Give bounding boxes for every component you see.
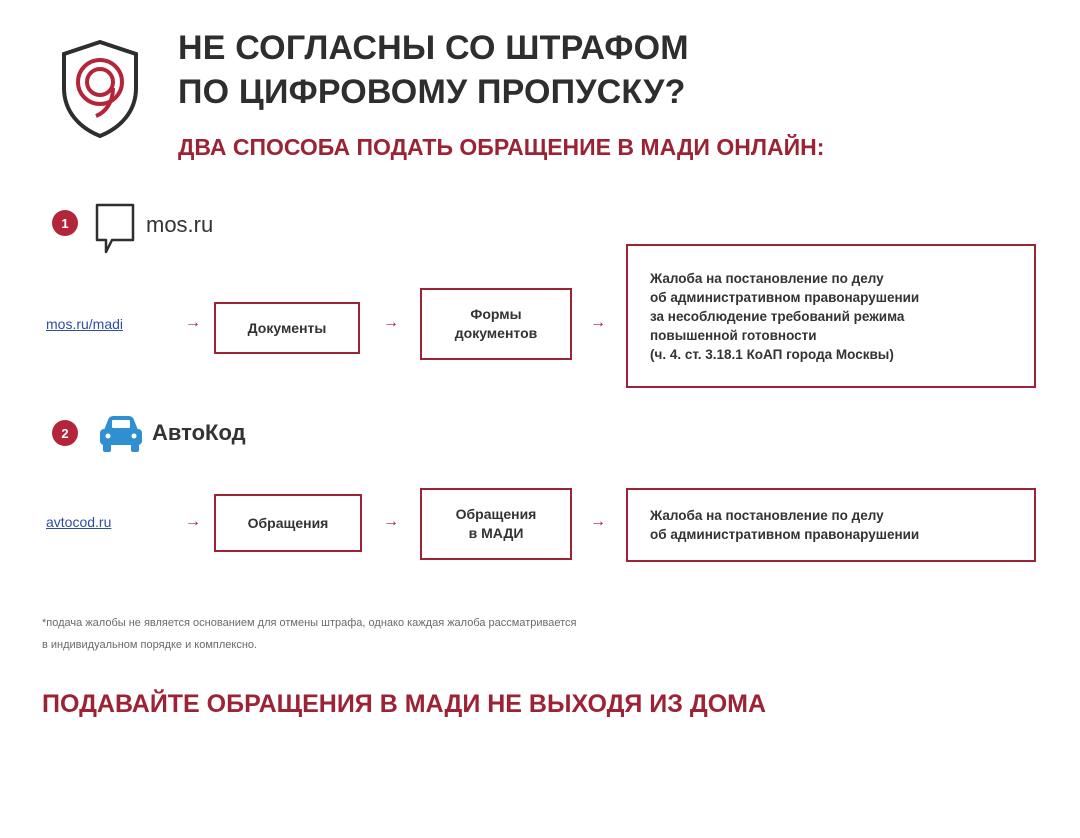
footnote-line-2: в индивидуальном порядке и комплексно. — [42, 639, 258, 651]
car-icon — [98, 414, 144, 454]
step-label-line-2: документов — [454, 325, 538, 341]
step-box-document-forms — [420, 288, 572, 360]
arrow-icon: → — [185, 513, 201, 530]
madi-shield-logo-icon — [58, 36, 142, 140]
step-label-line-1: Обращения — [455, 506, 537, 522]
result-box-complaint-2 — [626, 488, 1036, 562]
method-number-badge: 1 — [52, 210, 78, 236]
footnote — [42, 612, 842, 656]
arrow-icon: → — [383, 314, 399, 331]
result-line: повышенной готовности — [650, 327, 817, 343]
result-line: об административном правонарушении — [650, 527, 920, 542]
service-name-mos-ru: mos.ru — [146, 212, 214, 237]
method-number-badge: 2 — [52, 420, 78, 446]
service-name-avtokod: АвтоКод — [152, 420, 246, 445]
title-line-1: НЕ СОГЛАСНЫ СО ШТРАФОМ — [178, 29, 689, 67]
step-box-appeals-to-madi — [420, 488, 572, 560]
step-box-documents — [214, 302, 360, 354]
result-line: (ч. 4. ст. 3.18.1 КоАП города Москвы) — [650, 346, 894, 362]
arrow-icon: → — [590, 513, 606, 530]
result-line: Жалоба на постановление по делу — [650, 270, 884, 286]
page-title — [178, 26, 689, 114]
bottom-call-to-action: ПОДАВАЙТЕ ОБРАЩЕНИЯ В МАДИ НЕ ВЫХОДЯ ИЗ ДОМА — [42, 690, 767, 718]
link-avtocod-ru[interactable]: avtocod.ru — [46, 514, 112, 530]
link-mos-ru-madi[interactable]: mos.ru/madi — [46, 316, 124, 332]
step-label: Документы — [247, 319, 327, 336]
footnote-line-1: *подача жалобы не является основанием для отмены штрафа, однако каждая жалоба рассматривается — [42, 617, 577, 629]
arrow-icon: → — [383, 513, 399, 530]
title-line-2: ПО ЦИФРОВОМУ ПРОПУСКУ? — [178, 73, 686, 111]
step-label-line-1: Формы — [470, 306, 522, 322]
result-line: Жалоба на постановление по делу — [650, 508, 884, 523]
page-subtitle: ДВА СПОСОБА ПОДАТЬ ОБРАЩЕНИЕ В МАДИ ОНЛАЙН: — [178, 134, 825, 160]
step-box-appeals — [214, 494, 362, 552]
result-line: об административном правонарушении — [650, 289, 920, 305]
result-line: за несоблюдение требований режима — [650, 308, 905, 324]
result-box-complaint-1 — [626, 244, 1036, 388]
speech-bubble-icon — [94, 202, 136, 256]
arrow-icon: → — [590, 314, 606, 331]
arrow-icon: → — [185, 314, 201, 331]
step-label: Обращения — [247, 514, 329, 531]
step-label-line-2: в МАДИ — [468, 525, 524, 541]
